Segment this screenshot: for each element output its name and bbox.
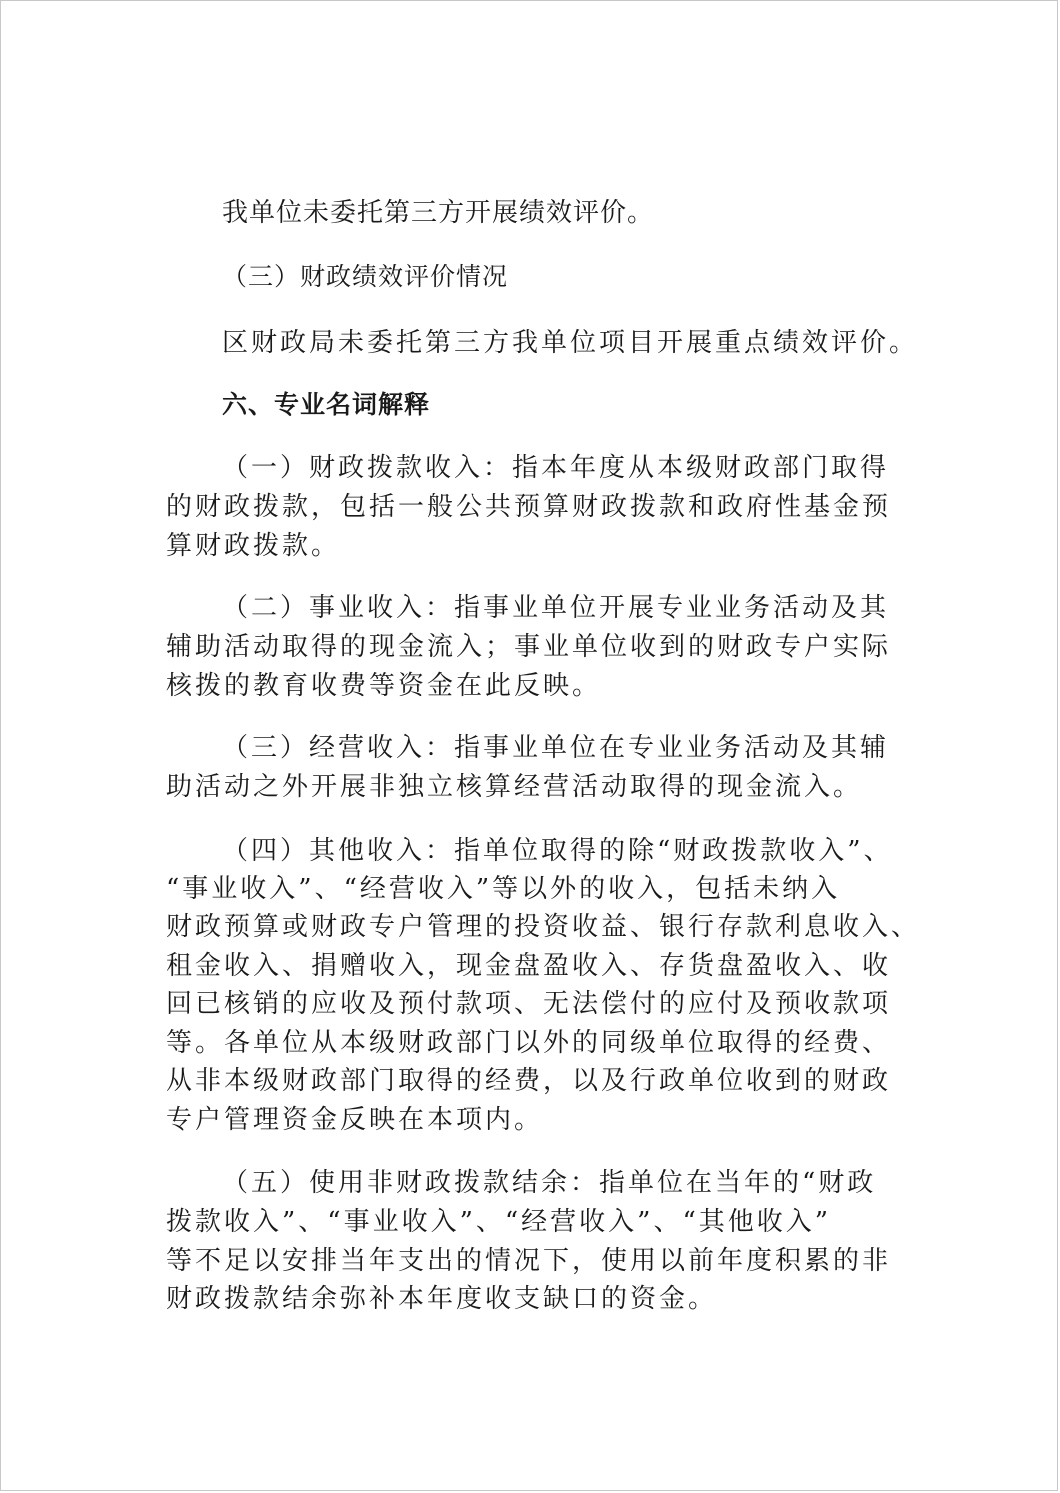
- item-4-line-2: “事业收入”、“经营收入”等以外的收入，包括未纳入: [166, 874, 841, 904]
- item-1-line-2: 的财政拨款，包括一般公共预算财政拨款和政府性基金预: [166, 492, 892, 522]
- item-1-line-3: 算财政拨款。: [166, 531, 341, 561]
- item-4-line-5: 回已核销的应收及预付款项、无法偿付的应付及预收款项: [166, 989, 892, 1019]
- intro-line: 我单位未委托第三方开展绩效评价。: [222, 198, 655, 228]
- item-4-line-7: 从非本级财政部门取得的经费，以及行政单位收到的财政: [166, 1066, 892, 1096]
- item-3-line-2: 助活动之外开展非独立核算经营活动取得的现金流入。: [166, 772, 863, 802]
- item-3-line-1: （三）经营收入：指事业单位在专业业务活动及其辅: [222, 733, 890, 763]
- section-3-text: 区财政局未委托第三方我单位项目开展重点绩效评价。: [222, 328, 919, 358]
- item-5-line-2: 拨款收入”、“事业收入”、“经营收入”、“其他收入”: [166, 1207, 832, 1237]
- section-6-heading: 六、专业名词解释: [222, 390, 431, 419]
- item-2-line-3: 核拨的教育收费等资金在此反映。: [166, 671, 602, 701]
- item-5-line-1: （五）使用非财政拨款结余：指单位在当年的“财政: [222, 1168, 877, 1198]
- item-4-line-3: 财政预算或财政专户管理的投资收益、银行存款利息收入、: [166, 912, 921, 942]
- section-3-heading: （三）财政绩效评价情况: [222, 262, 509, 291]
- item-5-line-3: 等不足以安排当年支出的情况下，使用以前年度积累的非: [166, 1246, 892, 1276]
- item-4-line-4: 租金收入、捐赠收入，现金盘盈收入、存货盘盈收入、收: [166, 951, 892, 981]
- item-4-line-6: 等。各单位从本级财政部门以外的同级单位取得的经费、: [166, 1028, 892, 1058]
- item-2-line-1: （二）事业收入：指事业单位开展专业业务活动及其: [222, 593, 890, 623]
- item-5-line-4: 财政拨款结余弥补本年度收支缺口的资金。: [166, 1284, 718, 1314]
- item-4-line-8: 专户管理资金反映在本项内。: [166, 1105, 544, 1135]
- item-2-line-2: 辅助活动取得的现金流入；事业单位收到的财政专户实际: [166, 632, 892, 662]
- item-1-line-1: （一）财政拨款收入：指本年度从本级财政部门取得: [222, 453, 890, 483]
- item-4-line-1: （四）其他收入：指单位取得的除“财政拨款收入”、: [222, 836, 893, 866]
